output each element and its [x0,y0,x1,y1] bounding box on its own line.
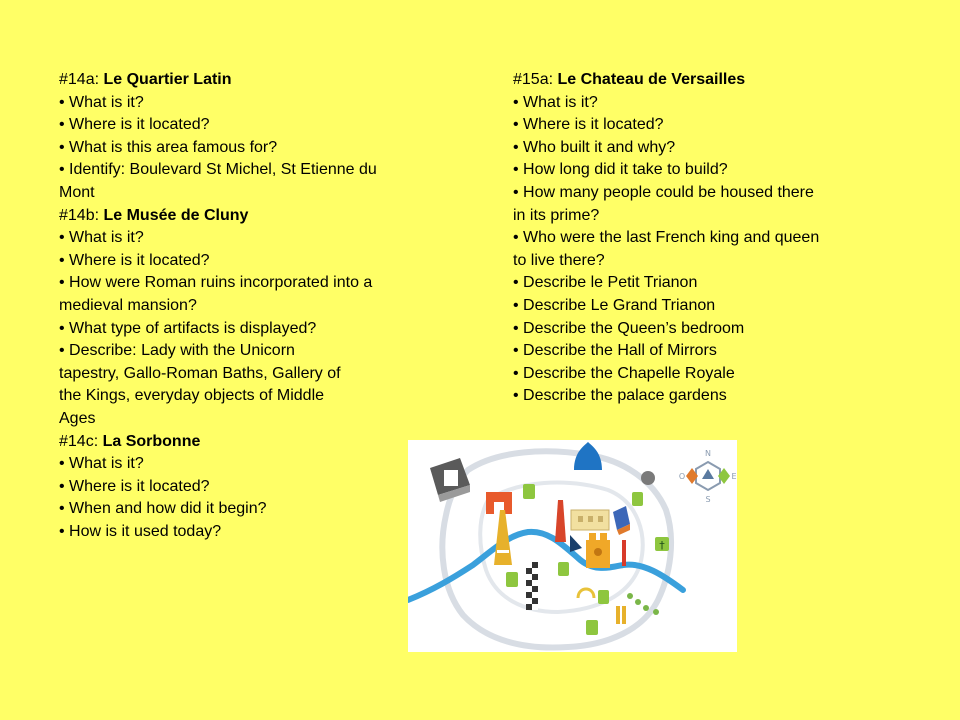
section-heading-14c: #14c: La Sorbonne [59,432,201,450]
section-heading-15a: #15a: Le Chateau de Versailles [513,71,746,88]
candle-monument-icon [622,606,626,624]
section-heading-14a: #14a: Le Quartier Latin [59,71,232,88]
candle-monument-icon [616,606,620,624]
compass-west-label: O [678,472,686,481]
rainbow-icon [578,589,594,598]
list-item: • What is it? [59,227,409,250]
list-item: • Where is it located? [513,114,825,137]
list-item: • Where is it located? [59,114,409,137]
list-item: • What is this area famous for? [59,137,409,160]
list-item: • How is it used today? [59,521,409,544]
arch-monument-icon [430,458,470,502]
list-item: • What is it? [59,453,409,476]
compass-east-label: E [731,472,737,481]
list-item: • Describe Le Grand Trianon [513,295,825,318]
list-item: • Describe: Lady with the Unicorn tapestry, Gallo-Roman Baths, Gallery of the Kings, everyday objects of Middle Ages [59,340,359,430]
list-item: • When and how did it begin? [59,498,409,521]
paris-map-illustration [408,440,737,652]
compass-south-label: S [705,495,711,504]
section-heading-14b: #14b: Le Musée de Cluny [59,206,249,224]
list-item: • Describe the palace gardens [513,385,825,408]
list-item: • What is it? [513,92,825,115]
louvre-icon [571,510,609,530]
list-item: • How were Roman ruins incorporated into a medieval mansion? [59,272,409,317]
svg-text:†: † [659,539,665,552]
paris-map-svg [408,440,737,652]
list-item: • Describe the Hall of Mirrors [513,340,825,363]
compass-north-label: N [705,449,711,458]
sacre-coeur-icon [574,442,602,470]
montparnasse-tower-icon [526,562,538,610]
obelisk-icon [555,500,566,542]
pompidou-icon [613,506,630,535]
list-item: • Where is it located? [59,476,409,499]
list-item: • Identify: Boulevard St Michel, St Etienne du Mont [59,159,409,204]
list-item: • Describe le Petit Trianon [513,272,825,295]
list-item: • What type of artifacts is displayed? [59,318,409,341]
arc-de-triomphe-icon [486,492,512,514]
list-item: • Describe the Queen’s bedroom [513,318,825,341]
left-column [59,69,409,543]
pyramid-icon [570,535,582,552]
list-item: • Where is it located? [59,250,409,273]
geode-sphere-icon [641,471,655,485]
list-item: • What is it? [59,92,409,115]
notre-dame-icon [586,533,610,568]
list-item: • Describe the Chapelle Royale [513,363,825,386]
right-column [513,69,825,408]
compass-icon [679,449,737,504]
list-item: • How many people could be housed there in its prime? [513,182,825,227]
list-item: • Who built it and why? [513,137,825,160]
bastille-column-icon [622,540,626,566]
list-item: • How long did it take to build? [513,159,825,182]
list-item: • Who were the last French king and queen to live there? [513,227,825,272]
